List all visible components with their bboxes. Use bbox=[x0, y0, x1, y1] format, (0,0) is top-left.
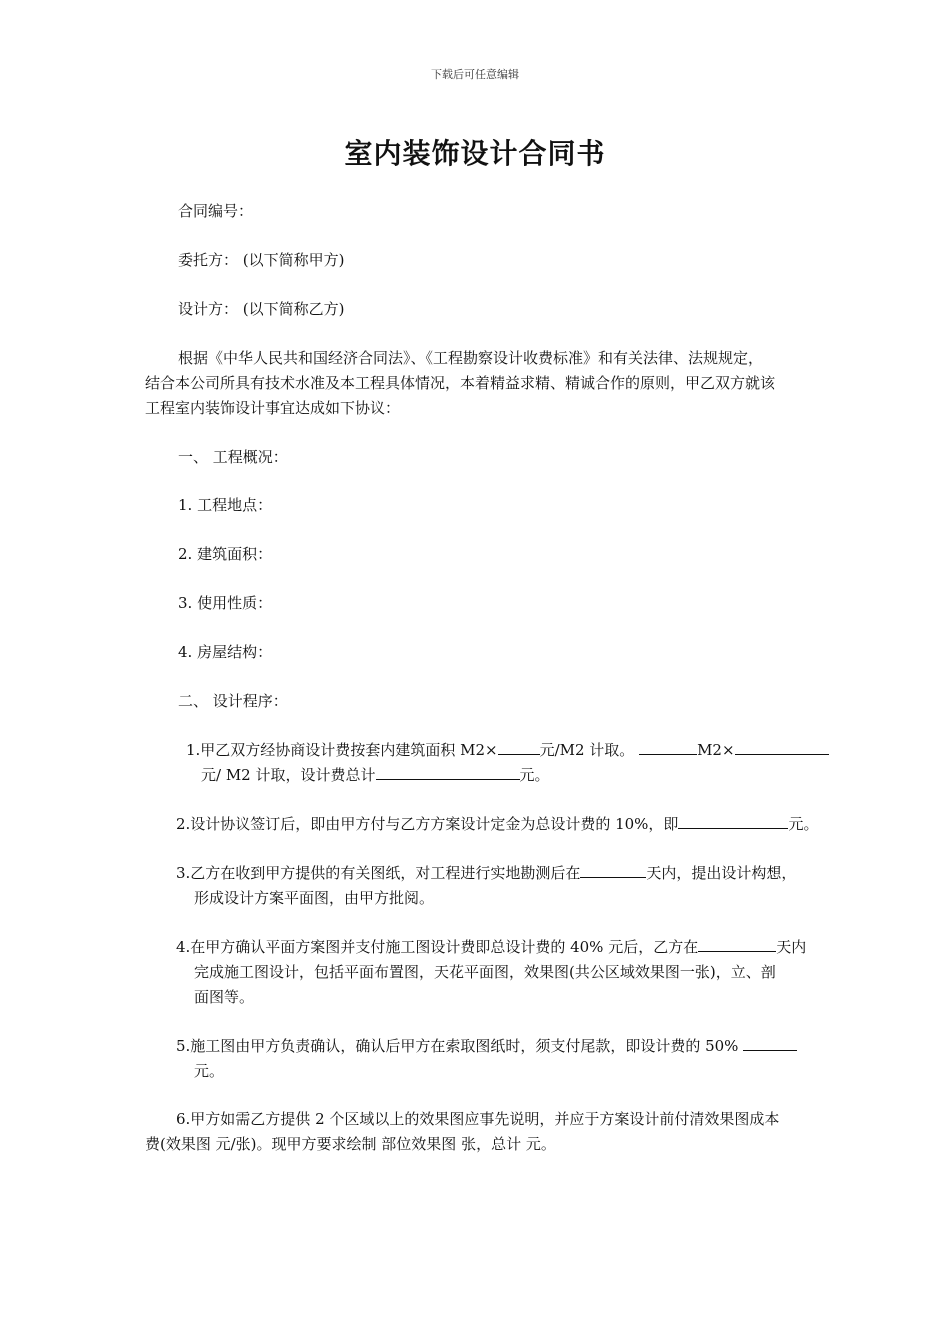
deposit-blank[interactable] bbox=[678, 813, 788, 829]
item4-text-a: 4.在甲方确认平面方案图并支付施工图设计费即总设计费的 40% 元后，乙方在 bbox=[176, 938, 699, 956]
item1-text-d: 元/ M2 计取，设计费总计 bbox=[201, 766, 376, 784]
item1-text-b: 元/M2 计取。 bbox=[539, 741, 640, 759]
item3-text-a: 3.乙方在收到甲方提供的有关图纸，对工程进行实地勘测后在 bbox=[176, 864, 581, 882]
rate-blank[interactable] bbox=[735, 739, 829, 755]
procedure-item-6-line-2: 费(效果图 元/张)。现甲方要求绘制 部位效果图 张，总计 元。 bbox=[145, 1135, 556, 1153]
procedure-item-4-line-2: 完成施工图设计，包括平面布置图，天花平面图，效果图(共公区域效果图一张)，立、剖 bbox=[194, 963, 776, 981]
item2-text-a: 2.设计协议签订后，即由甲方付与乙方方案设计定金为总设计费的 10%，即 bbox=[176, 815, 679, 833]
item5-text-a: 5.施工图由甲方负责确认，确认后甲方在索取图纸时，须支付尾款，即设计费的 50% bbox=[176, 1037, 744, 1055]
drawing-days-blank[interactable] bbox=[698, 936, 776, 952]
usage-type-item: 3. 使用性质： bbox=[178, 594, 273, 612]
procedure-item-1-line-2 bbox=[201, 764, 550, 787]
procedure-item-3-line-2: 形成设计方案平面图，由甲方批阅。 bbox=[194, 889, 435, 907]
final-payment-blank[interactable] bbox=[743, 1035, 797, 1051]
project-location-item: 1. 工程地点： bbox=[178, 496, 273, 514]
section2-heading: 二、 设计程序： bbox=[178, 692, 288, 710]
unit-price-blank[interactable] bbox=[498, 739, 540, 755]
header-note: 下载后可任意编辑 bbox=[431, 68, 519, 81]
procedure-item-1-line-1 bbox=[186, 739, 829, 762]
item3-text-b: 天内，提出设计构想， bbox=[646, 864, 797, 882]
item2-text-b: 元。 bbox=[788, 815, 819, 833]
total-fee-blank[interactable] bbox=[376, 764, 520, 780]
procedure-item-3-line-1 bbox=[176, 862, 796, 885]
procedure-item-4-line-1 bbox=[176, 936, 806, 959]
intro-line: 结合本公司所具有技术水准及本工程具体情况，本着精益求精、精诚合作的原则，甲乙双方就该 bbox=[145, 374, 776, 392]
building-structure-item: 4. 房屋结构： bbox=[178, 643, 273, 661]
intro-line: 工程室内装饰设计事宜达成如下协议： bbox=[145, 399, 401, 417]
survey-days-blank[interactable] bbox=[580, 862, 646, 878]
procedure-item-5-line-2: 元。 bbox=[194, 1062, 225, 1080]
item1-text-a: 1.甲乙双方经协商设计费按套内建筑面积 M2× bbox=[186, 741, 498, 759]
designer-label: 设计方： (以下简称乙方) bbox=[178, 300, 345, 318]
item1-text-c: M2× bbox=[697, 741, 735, 759]
area-blank[interactable] bbox=[639, 739, 697, 755]
intro-line: 根据《中华人民共和国经济合同法》、《工程勘察设计收费标准》和有关法律、法规规定， bbox=[178, 349, 764, 367]
procedure-item-6-line-1: 6.甲方如需乙方提供 2 个区域以上的效果图应事先说明，并应于方案设计前付清效果图成本 bbox=[176, 1110, 780, 1128]
procedure-item-5-line-1 bbox=[176, 1035, 797, 1058]
client-label: 委托方： (以下简称甲方) bbox=[178, 251, 345, 269]
contract-number-label: 合同编号： bbox=[178, 202, 254, 220]
section1-heading: 一、 工程概况： bbox=[178, 448, 288, 466]
document-title: 室内装饰设计合同书 bbox=[344, 137, 606, 170]
procedure-item-2 bbox=[176, 813, 818, 836]
procedure-item-4-line-3: 面图等。 bbox=[194, 988, 255, 1006]
item1-text-e: 元。 bbox=[519, 766, 550, 784]
item4-text-b: 天内 bbox=[776, 938, 807, 956]
building-area-item: 2. 建筑面积： bbox=[178, 545, 273, 563]
